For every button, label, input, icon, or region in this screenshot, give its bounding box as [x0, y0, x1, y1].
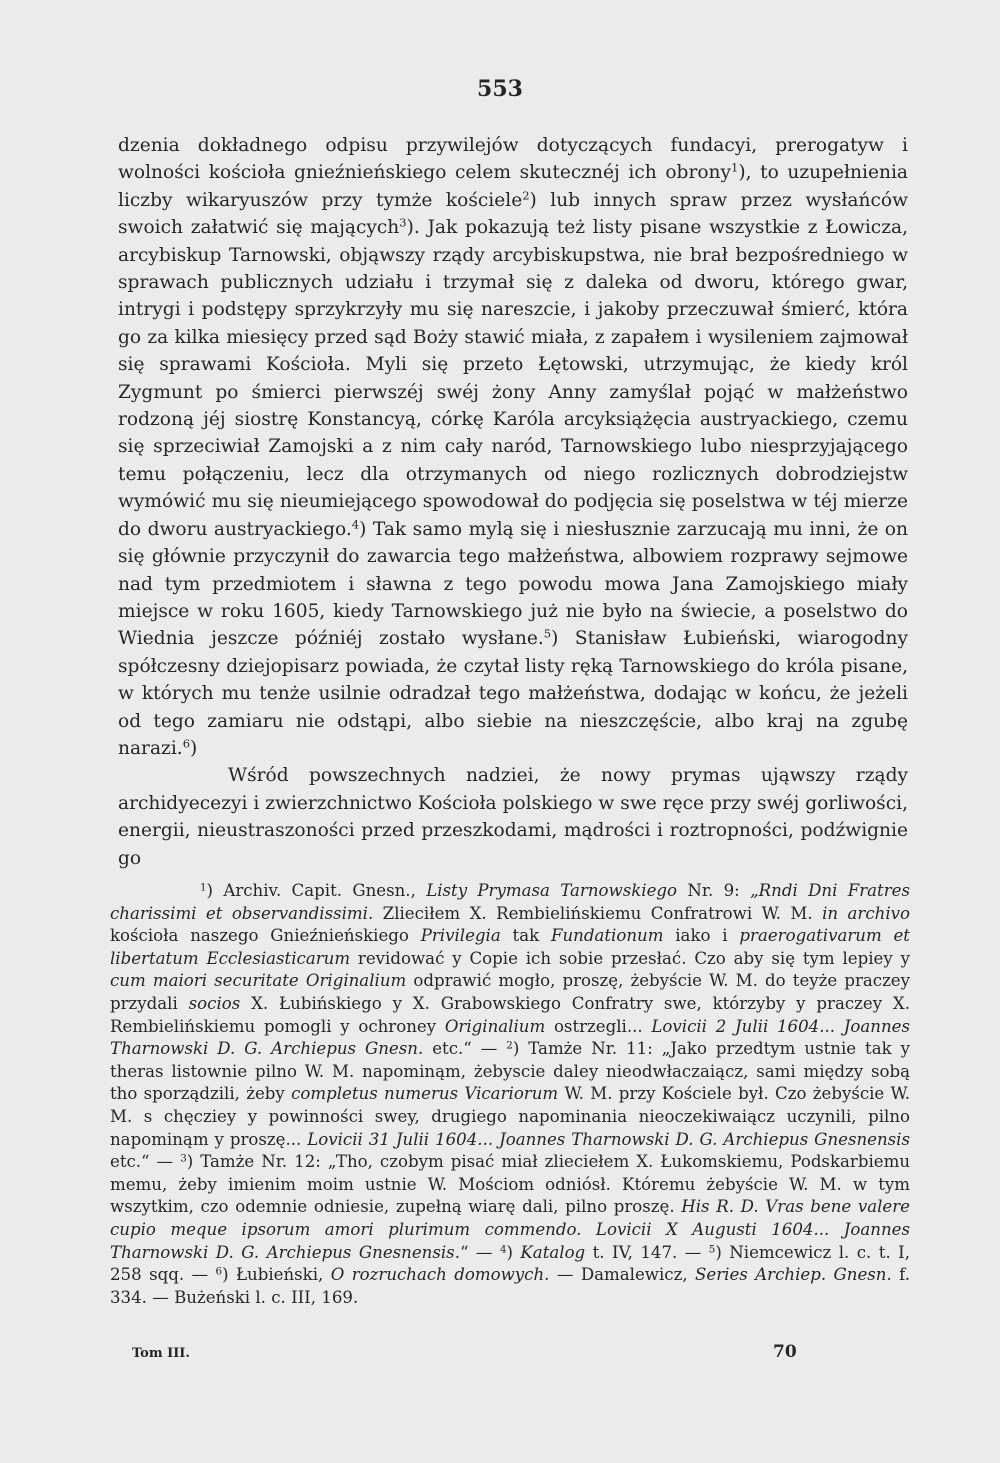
text-run: ) Łubieński,	[222, 1265, 331, 1285]
footnote-ref: 1	[731, 161, 739, 176]
text-run: ) Archiv. Capit. Gnesn.,	[206, 881, 427, 900]
italic-text: Privilegia	[420, 926, 501, 946]
footnote-ref: 3	[399, 215, 407, 230]
italic-text: in archivo	[822, 903, 911, 923]
italic-text: Fundationum	[550, 926, 664, 946]
italic-text: completus numerus Vicariorum	[291, 1084, 559, 1104]
italic-text: cum maiori securitate Originalium	[110, 971, 407, 991]
text-run: X. Łubińskiego y X. Grabowskiego Confratry swe, którzyby y praczey X. Rembielińskiemu pomogli y ochroney	[110, 993, 910, 1036]
italic-text: Listy Prymasa Tarnowskiego	[426, 881, 678, 900]
italic-text: O rozruchach domowych.	[330, 1265, 550, 1285]
footnotes	[110, 880, 910, 1309]
italic-text: socios	[188, 993, 241, 1013]
italic-text: His R. D. Vras bene valere cupio meque ipsorum amori plurimum commendo. Lovicii X Augusti 1604... Joannes Tharnowski D. G. Archiepus Gnesnensis.	[110, 1197, 910, 1262]
text-run: ). Jak pokazują też listy pisane wszystkie z Łowicza, arcybiskup Tarnowski, objąwszy rządy arcybiskupstwa, nie brał bezpośredniego w sprawach publicznych udziału i trzymał się z daleka od dworu, którego gwar, intrygi i podstępy sprzykrzyły mu się nareszcie, i jakoby przeczuwał śmierć, która go za kilka miesięcy przed sąd Boży stawić miała, z zapałem i wysileniem zajmował się sprawami Kościoła. Myli się przeto Łętowski, utrzymując, że kiedy król Zygmunt po śmierci pierwszéj swéj żony Anny zamyślał pojąć w małżeństwo rodzoną jéj siostrę Konstancyą, córkę Karóla arcyksiążęcia austryackiego, czemu się sprzeciwiał Zamojski a z nim cały naród, Tarnowskiego lubo niesprzyjającego temu połączeniu, lecz dla otrzymanych od niego rozlicznych dobrodziejstw wymówić mu się nieumiejącego spowodował do podjęcia się poselstwa w téj mierze do dworu austryackiego.	[118, 217, 908, 540]
footnote-ref: 5	[708, 1242, 716, 1255]
text-run: “ —	[459, 1242, 500, 1262]
text-run: etc.“ —	[110, 1152, 181, 1172]
text-run: ), to uzupełnienia liczby wikaryuszów przy tymże kościele	[118, 162, 908, 211]
text-run: ) lub innych spraw przez wysłańców swoich załatwić się mających	[118, 189, 908, 239]
italic-text: Lovicii 31 Julii 1604... Joannes Tharnowski D. G. Archiepus Gnesnensis	[307, 1129, 910, 1149]
text-run: iako i	[663, 926, 740, 946]
text-run: odprawić mogło, proszę, żebyście W. M. do teyże praczey przydali	[110, 971, 910, 1013]
text-run: Wśród powszechnych nadziei, że nowy prymas ująwszy rządy archidyecezyi i zwierzchnictwo Kościoła polskiego w swe ręce przy swéj gorliwości, energii, nieustraszoności przed przeszkodami, mądrości i roztropności, podźwignie go	[118, 765, 908, 869]
text-run: ) Tamże Nr. 11: „Jako przedtym ustnie tak y theras listownie pilno W. M. napominąm, żebyscie daley nieodwłaczaiącz, sami między sobą tho sporządzili, żeby	[110, 1039, 910, 1104]
page-number: 553	[477, 76, 523, 102]
text-run: ) Niemcewicz l. c. t. I, 258 sqq. —	[110, 1242, 910, 1285]
text-run: )	[190, 737, 198, 759]
text-run: Nr. 9:	[677, 881, 751, 900]
footnote-ref: 2	[506, 1039, 513, 1052]
text-run: revidować y Copie ich sobie przesłać. Czo aby się tym lepiey y	[350, 948, 910, 968]
text-run: ) Stanisław Łubieński, wiarogodny spółczesny dziejopisarz powiada, że czytał listy ręką Tarnowskiego do króla pisane, w których mu tenże usilnie odradzał tego małżeństwa, dodając w końcu, że jeżeli od tego zamiaru nie odstąpi, albo siebie na nieszczęście, albo kraj na zgubę narazi.	[118, 628, 908, 759]
italic-text: praerogativarum et libertatum Ecclesiasticarum	[110, 926, 910, 968]
text-run: — Damalewicz,	[549, 1265, 696, 1285]
footnote-ref: 5	[543, 626, 552, 641]
paragraph	[118, 132, 908, 762]
footnote-ref: 4	[499, 1242, 507, 1255]
text-run: )	[506, 1242, 521, 1262]
italic-text: Katalog	[520, 1242, 586, 1262]
text-run: kościoła naszego Gnieźnieńskiego	[110, 926, 421, 946]
text-run: ) Tamże Nr. 12: „Tho, czobym pisać miał zlieciełem X. Łukomskiemu, Podskarbiemu memu, żeby imienim moim ustnie W. Mościom odniósł. Któremu żebyście W. M. w tym wszytkim, czo odemnie odniesie, zupełną wiarę dali, pilno proszę.	[110, 1152, 911, 1217]
text-run: t. IV, 147. —	[585, 1242, 709, 1262]
sheet-number: 70	[773, 1342, 797, 1362]
footnote-ref: 1	[200, 881, 207, 894]
text-run: tak	[500, 926, 551, 946]
text-run: Zlieciłem X. Rembielińskiemu Confratrowi W. M.	[373, 903, 823, 923]
italic-text: Lovicii 2 Julii 1604... Joannes Tharnowski D. G. Archiepus Gnesn.	[110, 1016, 910, 1059]
italic-text: Originalium	[444, 1016, 546, 1036]
text-run: ostrzegli...	[545, 1016, 652, 1036]
italic-text: Series Archiep. Gnesn.	[695, 1265, 892, 1285]
italic-text: „Rndi Dni Fratres charissimi et observandissimi.	[110, 881, 910, 923]
footnote-ref: 6	[182, 736, 191, 751]
paragraph	[118, 762, 908, 872]
main-text	[118, 132, 908, 872]
footnote-ref: 2	[522, 188, 530, 203]
text-run: W. M. przy Kościele był. Czo żebyście W. M. s chęcziey y powinności swey, drugiego napominania nieoczekiwaiącz uczynili, pilno napominąm y proszę...	[110, 1084, 910, 1149]
footnote-ref: 4	[351, 517, 360, 532]
footnote-block	[110, 880, 910, 1309]
text-run: f. 334. — Bużeński l. c. III, 169.	[110, 1265, 910, 1307]
footnote-ref: 3	[180, 1152, 187, 1165]
footnote-ref: 6	[215, 1265, 223, 1278]
text-run: ) Tak samo mylą się i niesłusznie zarzucają mu inni, że on się głównie przyczynił do zawarcia tego małżeństwa, albowiem rozprawy sejmowe nad tym przedmiotem i sławna z tego powodu mowa Jana Zamojskiego miały miejsce w roku 1605, kiedy Tarnowskiego już nie było na świecie, a poselstwo do Wiednia jeszcze późniéj zostało wysłane.	[118, 518, 908, 650]
text-run: etc.“ —	[423, 1039, 507, 1059]
signature-mark: Tom III.	[132, 1346, 190, 1361]
text-run: dzenia dokładnego odpisu przywilejów dotyczących fundacyi, prerogatyw i wolności kościoła gnieźnieńskiego celem skutecznéj ich obrony	[118, 135, 908, 184]
